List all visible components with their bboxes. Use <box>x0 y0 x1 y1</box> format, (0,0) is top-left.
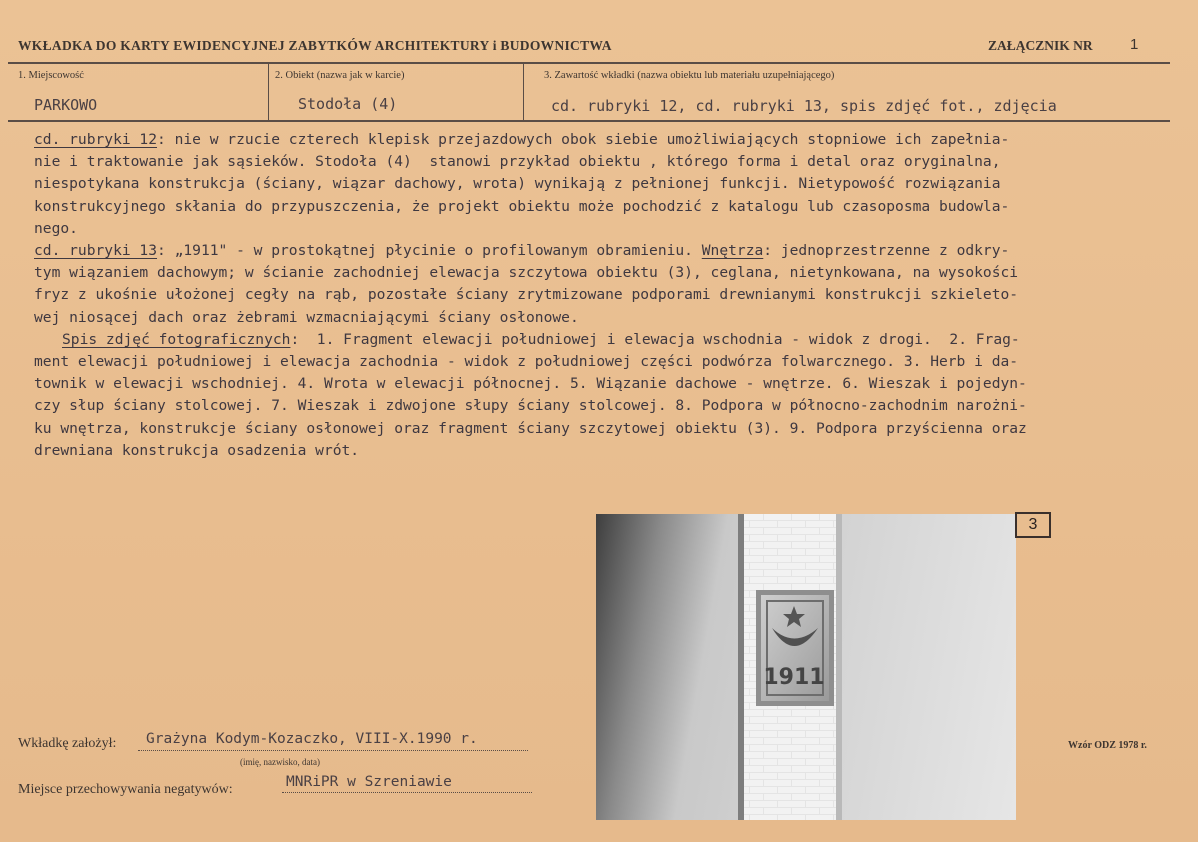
photo-list-line: drewniana konstrukcja osadzenia wrót. <box>34 441 360 459</box>
section-12-line: konstrukcyjnego skłania do przypuszczenia, że projekt obiektu może pochodzić z katalogu lub czasoposma budowla- <box>34 197 1010 215</box>
section-12-line: nego. <box>34 219 78 237</box>
section-13-line: wej niosącej dach oraz żebrami wzmacniającymi ściany osłonowe. <box>34 308 579 326</box>
photo-list-line: townik w elewacji wschodniej. 4. Wrota w elewacji północnej. 5. Wiązanie dachowe - wnętrze. 6. Wieszak i pojedyn- <box>34 375 1027 393</box>
photo-plaque <box>596 514 1016 820</box>
field-1-value: PARKOWO <box>34 96 98 114</box>
field-1-label: 1. Miejscowość <box>18 70 84 81</box>
plaque-year: 1911 <box>763 665 825 690</box>
section-13-line: : „1911" - w prostokątnej płycinie o profilowanym obramieniu. <box>157 242 702 260</box>
photo-list-line: ment elewacji południowej i elewacja zachodnia - widok z południowej części podwórza folwarcznego. 3. Herb i da- <box>34 353 1019 371</box>
section-12-heading: cd. rubryki 12 <box>34 131 158 148</box>
section-13-heading: cd. rubryki 13 <box>34 242 158 260</box>
field-2-label: 2. Obiekt (nazwa jak w karcie) <box>275 70 405 81</box>
section-13-line: tym wiązaniem dachowym; w ścianie zachodniej elewacja szczytowa obiektu (3), ceglana, nietynkowana, na wysokości <box>34 264 1019 282</box>
field-2-value: Stodoła (4) <box>298 95 398 113</box>
annex-label: ZAŁĄCZNIK NR <box>988 38 1093 53</box>
author-label: Wkładkę założył: <box>18 736 117 751</box>
author-dotline <box>138 750 528 751</box>
interior-heading: Wnętrza <box>701 242 764 260</box>
storage-dotline <box>282 792 532 793</box>
section-12-line: niespotykana konstrukcja (ściany, wiązar dachowy, wrota) wynikają z pełnionej funkcji. Nietypowość rozwiązania <box>34 175 1001 193</box>
fields-rule <box>8 120 1170 122</box>
author-value: Grażyna Kodym-Kozaczko, VIII-X.1990 r. <box>146 731 478 747</box>
field-divider-2 <box>523 62 524 120</box>
section-13-line: : jednoprzestrzenne z odkry- <box>763 242 1010 260</box>
card-title: WKŁADKA DO KARTY EWIDENCYJNEJ ZABYTKÓW ARCHITEKTURY i BUDOWNICTWA <box>18 38 612 53</box>
author-sub: (imię, nazwisko, data) <box>240 757 320 767</box>
photo-list-line: : 1. Fragment elewacji południowej i elewacja wschodnia - widok z drogi. 2. Frag- <box>290 330 1020 348</box>
photo-list-heading: Spis zdjęć fotograficznych <box>62 330 291 348</box>
photo-list-line: czy słup ściany stolcowej. 7. Wieszak i zdwojone słupy ściany stolcowej. 8. Podpora w północno-zachodnim narożni- <box>34 397 1027 415</box>
section-12-line: : nie w rzucie czterech klepisk przejazdowych obok siebie umożliwiających stopniowe ich zapełnia- <box>157 131 1010 148</box>
storage-label: Miejsce przechowywania negatywów: <box>18 782 233 797</box>
storage-value: MNRiPR w Szreniawie <box>286 774 452 790</box>
photo-number: 3 <box>1015 512 1051 538</box>
field-divider-1 <box>268 62 269 120</box>
photo-image <box>596 514 1016 820</box>
photo-list-line: ku wnętrza, konstrukcje ściany osłonowej oraz fragment ściany szczytowej obiektu (3). 9. Podpora przyścienna oraz <box>34 419 1027 437</box>
annex-number: 1 <box>1130 36 1139 53</box>
section-12-line: nie i traktowanie jak sąsieków. Stodoła (4) stanowi przykład obiektu , którego forma i detal oraz oryginalna, <box>34 153 1001 171</box>
field-3-value: cd. rubryki 12, cd. rubryki 13, spis zdjęć fot., zdjęcia <box>551 97 1057 115</box>
header-rule <box>8 62 1170 64</box>
description-text <box>34 129 1164 462</box>
template-label: Wzór ODZ 1978 r. <box>1068 740 1147 751</box>
section-13-line: fryz z ukośnie ułożonej cegły na rąb, pozostałe ściany zrytmizowane podporami drewnianymi konstrukcji szkieleto- <box>34 286 1019 304</box>
field-3-label: 3. Zawartość wkładki (nazwa obiektu lub materiału uzupełniającego) <box>544 70 835 81</box>
